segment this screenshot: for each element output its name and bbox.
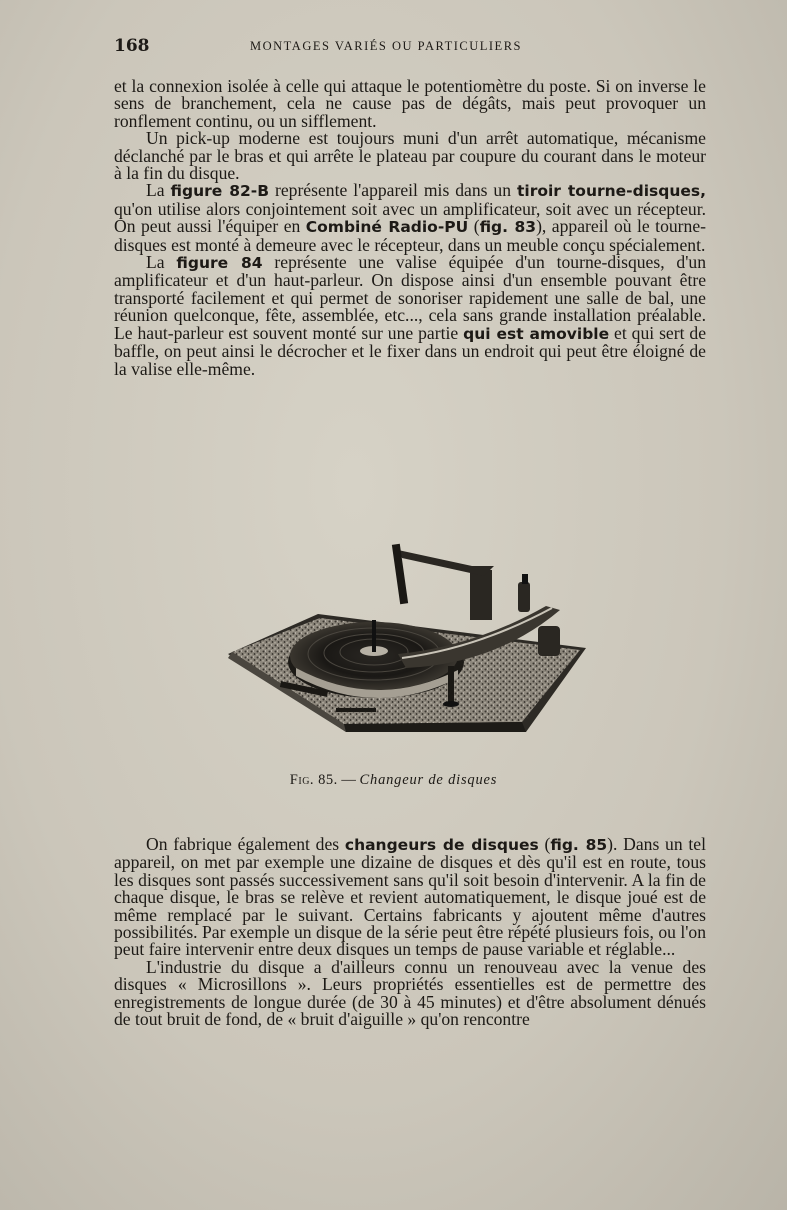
paragraph bbox=[114, 956, 706, 1030]
text-run: représente une valise équipée d'un tourne-disques, d'un amplificateur et d'un haut-parleur. On dispose ainsi d'un ensemble pouvant être transporté facilement et qui permet de sonoriser rapidement une salle de bal, une réunion quelconque, fête, assemblée, etc..., cela sans grande installation préalable. Le haut-parleur est souvent monté sur une partie bbox=[114, 252, 706, 343]
bold-term: figure 84 bbox=[176, 254, 263, 273]
figure-caption bbox=[0, 772, 787, 789]
paragraph bbox=[114, 182, 706, 254]
text-run: La bbox=[146, 252, 177, 273]
running-title: MONTAGES VARIÉS OU PARTICULIERS bbox=[250, 39, 522, 53]
text-run: Un pick-up moderne est toujours muni d'un arrêt automatique, mécanisme déclanché par le bras et qui arrête le plateau par coupure du courant dans le moteur à la fin du disque. bbox=[114, 128, 706, 184]
page-number: 168 bbox=[114, 36, 150, 56]
page-header bbox=[114, 36, 704, 56]
text-run: ), appareil où le tourne-disques est monté à demeure avec le récepteur, dans un meuble conçu spécialement. bbox=[114, 216, 706, 255]
paragraph bbox=[114, 836, 706, 959]
body-text-top bbox=[114, 78, 706, 378]
bold-term: figure 82-B bbox=[170, 182, 270, 201]
bold-term: fig. 83 bbox=[479, 218, 537, 237]
bold-term: changeurs de disques bbox=[344, 836, 539, 854]
figure-label: Fig. 85. bbox=[289, 772, 338, 788]
text-run: On fabrique également des bbox=[146, 834, 345, 854]
text-run: représente l'appareil mis dans un bbox=[269, 180, 517, 201]
paragraph bbox=[114, 254, 706, 378]
text-run: ( bbox=[538, 834, 551, 854]
text-run: qu'on utilise alors conjointement soit avec un amplificateur, soit avec un récepteur. On peut aussi l'équiper en bbox=[114, 198, 706, 237]
text-run: et qui sert de baffle, on peut ainsi le décrocher et le fixer dans un endroit qui peut être éloigné de la valise elle-même. bbox=[114, 322, 707, 379]
bold-term: fig. 85 bbox=[550, 836, 608, 854]
figure-title: Changeur de disques bbox=[359, 772, 498, 788]
caption-separator: — bbox=[337, 772, 360, 788]
paragraph bbox=[114, 78, 706, 130]
body-text-bottom bbox=[114, 836, 706, 1028]
bold-term: qui est amovible bbox=[463, 324, 610, 343]
text-run: L'industrie du disque a d'ailleurs connu un renouveau avec la venue des disques « Microsillons ». Leurs propriétés essentielles est de permettre des enregistrements de longue durée (de 30 à 45 minutes) et d'être absolument dénués de tout bruit de fond, de « bruit d'aiguille » qu'on rencontre bbox=[114, 956, 706, 1030]
paragraph bbox=[114, 130, 706, 182]
text-run: et la connexion isolée à celle qui attaque le potentiomètre du poste. Si on inverse le sens de branchement, cela ne cause pas de dégâts, mais peut provoquer un ronflement continu, ou un sifflement. bbox=[114, 76, 706, 131]
record-changer-illustration bbox=[226, 536, 588, 758]
text-run: La bbox=[146, 180, 171, 201]
text-run: ). Dans un tel appareil, on met par exemple une dizaine de disques et dès qu'il est en route, tous les disques sont passés successivement sans qu'il soit besoin d'intervenir. A la fin de chaque disque, le bras se relève et revient automatiquement, le disque joué est de même remplacé par le suivant. Certains fabricants y ajoutent même d'autres possibilités. Par exemple un disque de la série peut être répété plusieurs fois, ou l'on peut faire intervenir entre deux disques un temps de pause variable et réglable... bbox=[114, 834, 706, 960]
bold-term: tiroir tourne-disques, bbox=[516, 182, 706, 201]
bold-term: Combiné Radio-PU bbox=[305, 218, 469, 237]
text-run: ( bbox=[468, 216, 480, 237]
